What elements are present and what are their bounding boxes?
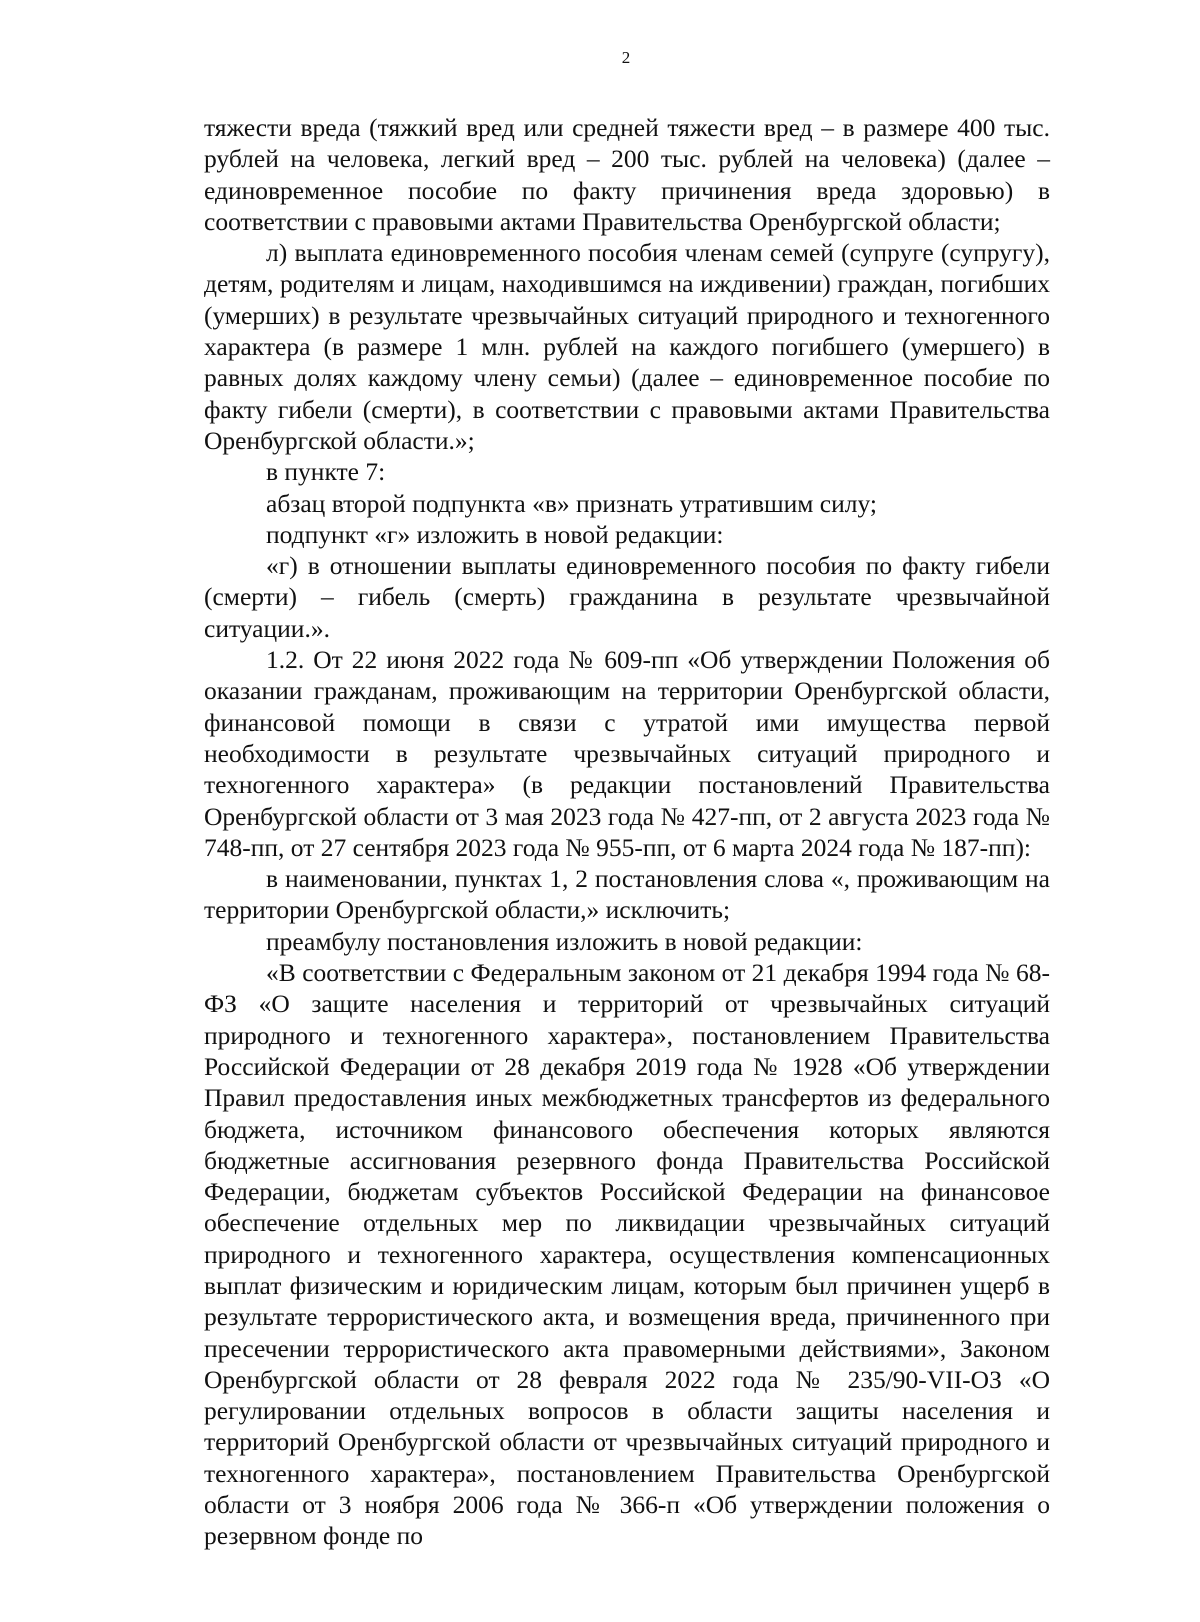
paragraph-point-7: в пункте 7: — [266, 457, 386, 487]
paragraph-item-l: л) выплата единовременного пособия членам семей (супруге (супругу), детям, родителям и лицам, находившимся на иждивении) граждан, погибших (умерших) в результате чрезвычайных ситуаций природного и техногенного характера (в размере 1 млн. рублей на каждого погибшего (умершего) в равных долях каждому члену семьи) (далее – единовременное пособие по факту гибели (смерти), в соответствии с правовыми актами Правительства Оренбургской области.»; — [204, 238, 1050, 455]
paragraph-subpoint-v: абзац второй подпункта «в» признать утратившим силу; — [266, 488, 877, 518]
paragraph-continuation: тяжести вреда (тяжкий вред или средней тяжести вред – в размере 400 тыс. рублей на человека, легкий вред – 200 тыс. рублей на человека) (далее – единовременное пособие по факту причинения вреда здоровью) в соответствии с правовыми актами Правительства Оренбургской области; — [204, 113, 1050, 236]
document-body — [204, 112, 1050, 1552]
paragraph-preamble-intro: преамбулу постановления изложить в новой редакции: — [266, 926, 863, 956]
paragraph-title-change: в наименовании, пунктах 1, 2 постановления слова «, проживающим на территории Оренбургской области,» исключить; — [204, 864, 1050, 925]
paragraph-subpoint-g-text: «г) в отношении выплаты единовременного пособия по факту гибели (смерти) – гибель (смерть) гражданина в результате чрезвычайной ситуации.». — [204, 551, 1050, 643]
paragraph-section-1-2: 1.2. От 22 июня 2022 года № 609-пп «Об утверждении Положения об оказании гражданам, проживающим на территории Оренбургской области, финансовой помощи в связи с утратой ими имущества первой необходимости в результате чрезвычайных ситуаций природного и техногенного характера» (в редакции постановлений Правительства Оренбургской области от 3 мая 2023 года № 427-пп, от 2 августа 2023 года № 748-пп, от 27 сентября 2023 года № 955-пп, от 6 марта 2024 года № 187-пп): — [204, 645, 1050, 862]
page-number: 2 — [621, 48, 631, 67]
paragraph-subpoint-g-intro: подпункт «г» изложить в новой редакции: — [266, 519, 724, 549]
paragraph-preamble-text: «В соответствии с Федеральным законом от 21 декабря 1994 года № 68-ФЗ «О защите населения и территорий от чрезвычайных ситуаций природного и техногенного характера», постановлением Правительства Российской Федерации от 28 декабря 2019 года № 1928 «Об утверждении Правил предоставления иных межбюджетных трансфертов из федерального бюджета, источником финансового обеспечения которых являются бюджетные ассигнования резервного фонда Правительства Российской Федерации, бюджетам субъектов Российской Федерации на финансовое обеспечение отдельных мер по ликвидации чрезвычайных ситуаций природного и техногенного характера, осуществления компенсационных выплат физическим и юридическим лицам, которым был причинен ущерб в результате террористического акта, и возмещения вреда, причиненного при пресечении террористического акта правомерными действиями», Законом Оренбургской области от 28 февраля 2022 года № 235/90-VII-ОЗ «О регулировании отдельных вопросов в области защиты населения и территорий Оренбургской области от чрезвычайных ситуаций природного и техногенного характера», постановлением Правительства Оренбургской области от 3 ноября 2006 года № 366-п «Об утверждении положения о резервном фонде по — [204, 958, 1050, 1551]
